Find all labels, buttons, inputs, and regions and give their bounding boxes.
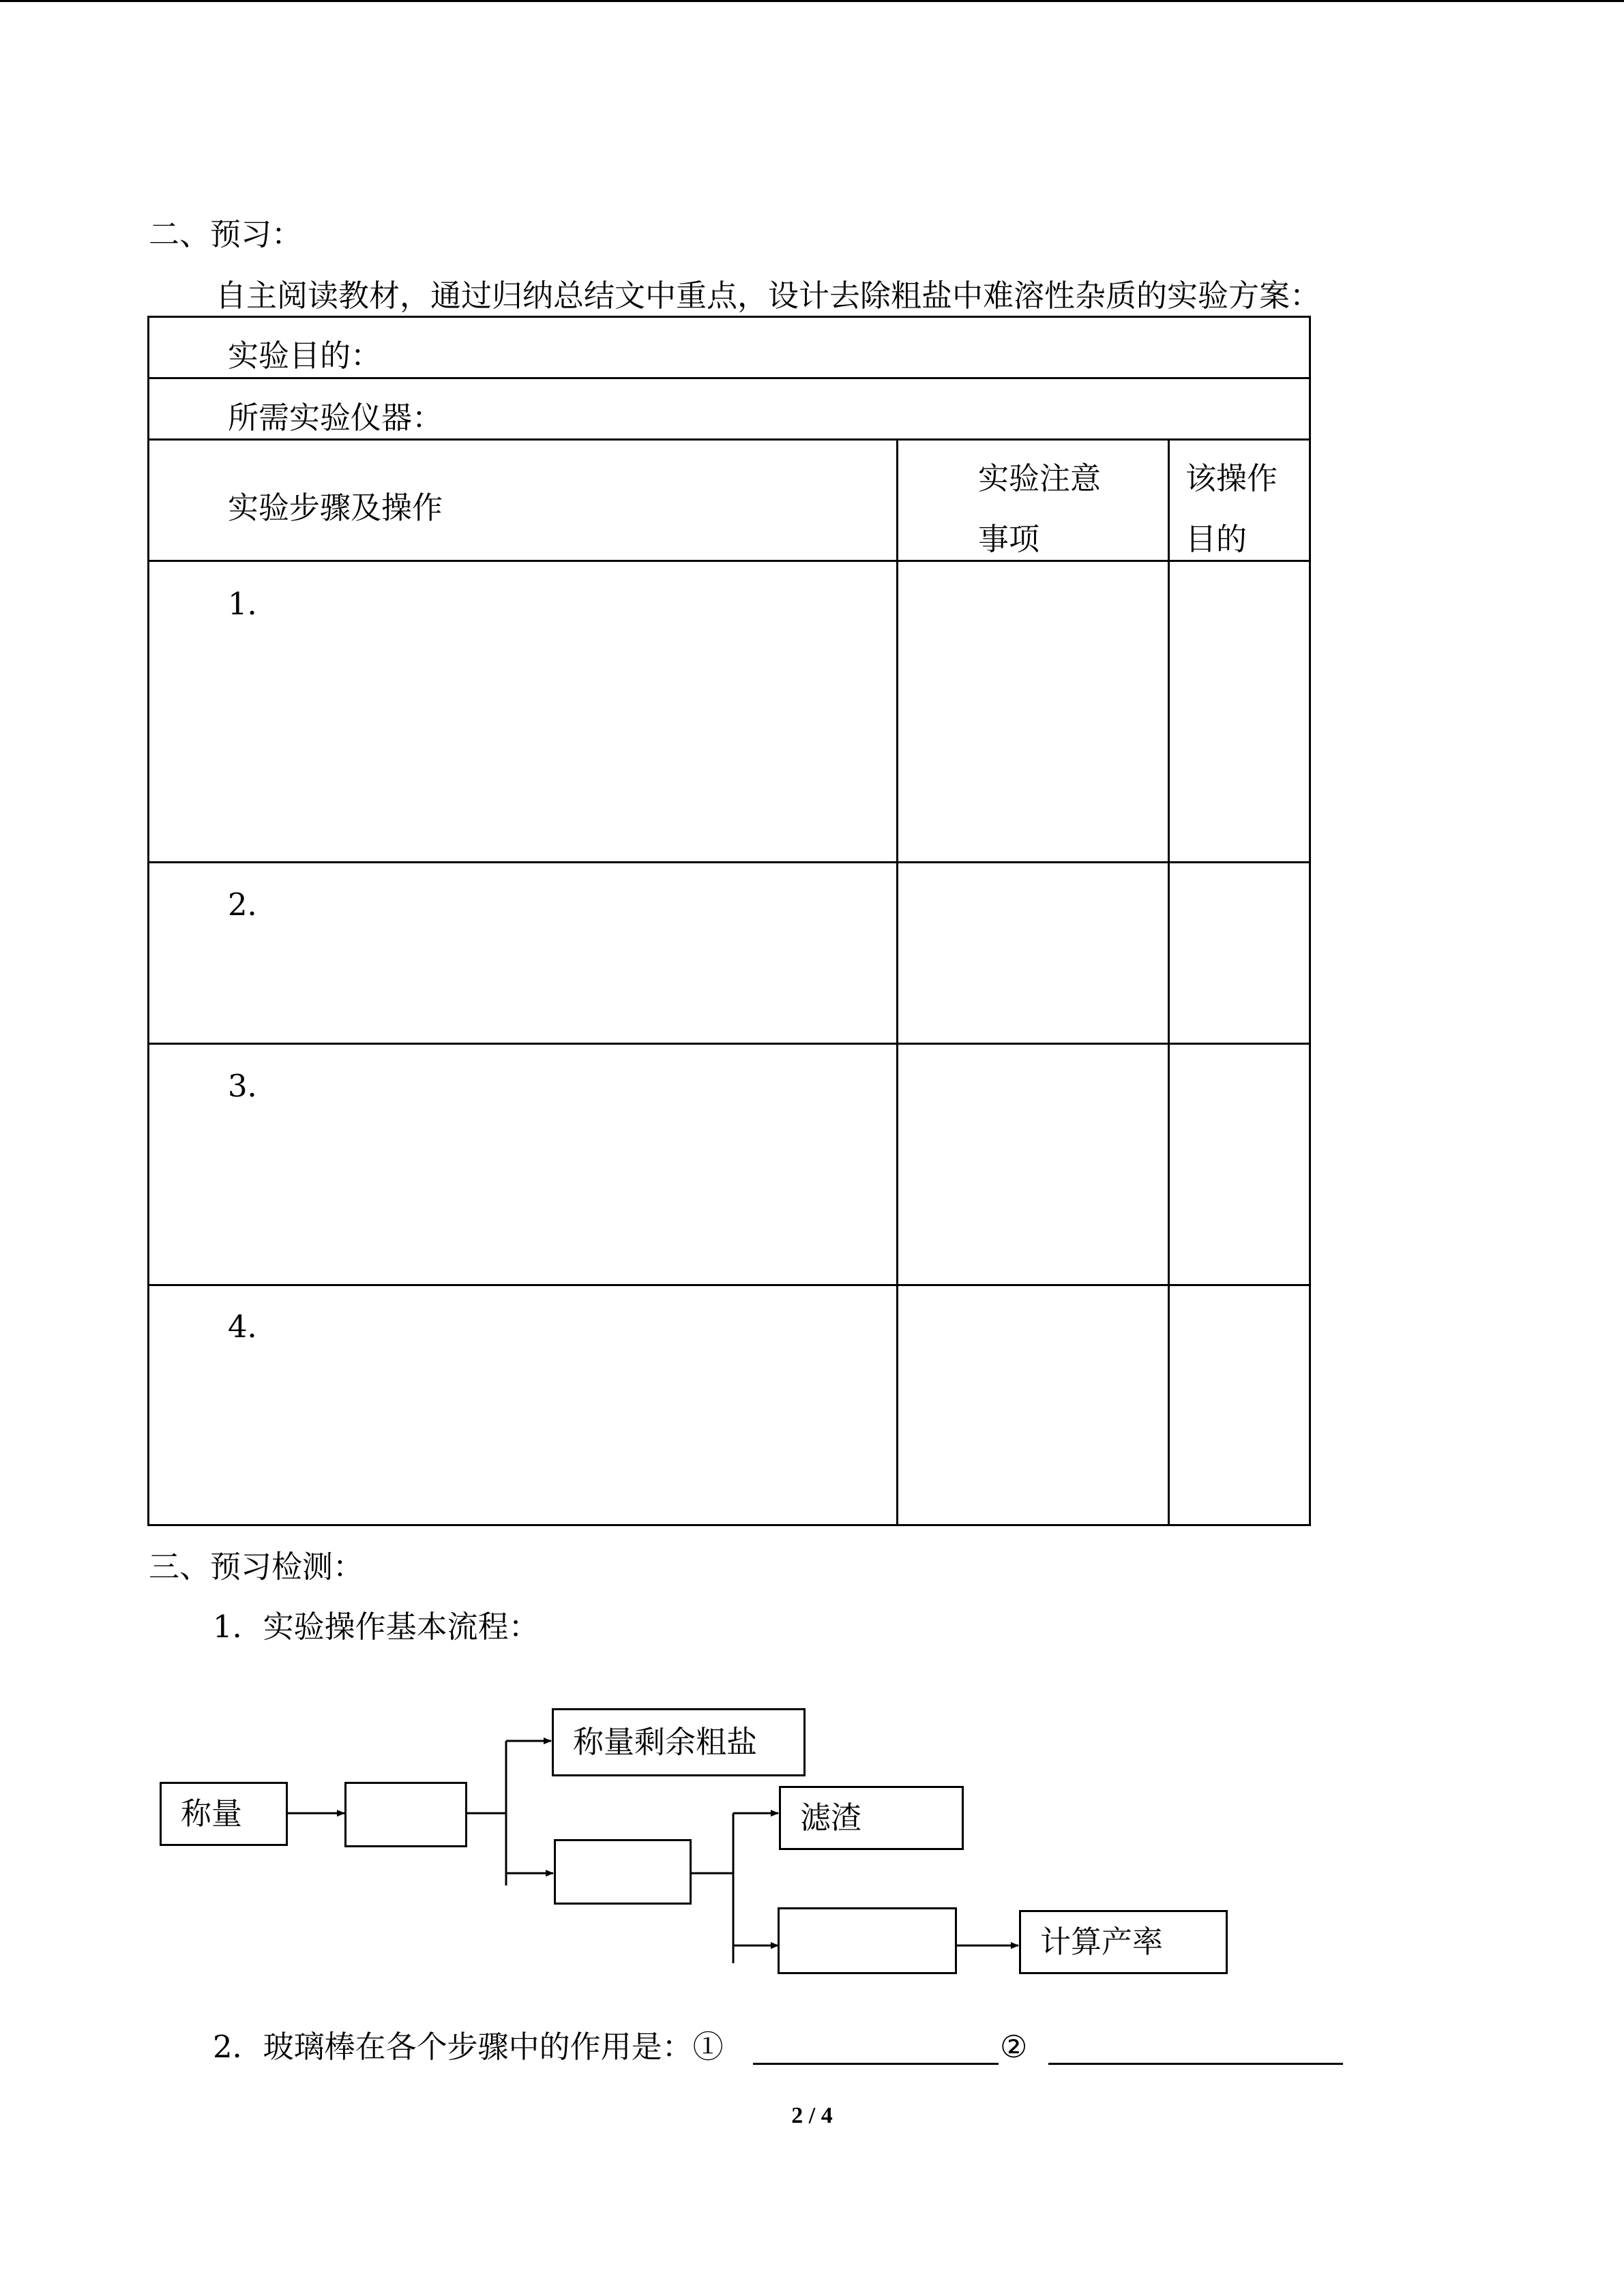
flow-box-label: 滤渣 xyxy=(800,1800,862,1836)
page-number: 2 / 4 xyxy=(791,2103,833,2128)
question-1-label: 1．实验操作基本流程： xyxy=(213,1609,540,1645)
flow-box-blank[interactable] xyxy=(778,1907,957,1974)
flow-box-blank[interactable] xyxy=(344,1782,467,1847)
section-2-intro: 自主阅读教材，通过归纳总结文中重点，设计去除粗盐中难溶性杂质的实验方案： xyxy=(216,278,1321,314)
flow-box-weigh-remaining xyxy=(552,1708,806,1776)
column-header-notes-line2: 事项 xyxy=(978,521,1040,557)
flow-box-yield xyxy=(1019,1910,1228,1974)
column-header-purpose-line1: 该操作 xyxy=(1185,460,1278,496)
question-2-label: 2．玻璃棒在各个步骤中的作用是：① xyxy=(213,2029,724,2065)
section-2-heading: 二、预习： xyxy=(149,216,303,252)
section-3-heading: 三、预习检测： xyxy=(149,1549,364,1585)
purpose-label: 实验目的： xyxy=(228,338,382,374)
flow-box-weigh xyxy=(160,1782,288,1846)
column-header-steps: 实验步骤及操作 xyxy=(228,490,443,526)
flow-box-blank[interactable] xyxy=(554,1839,692,1905)
column-header-notes-line1: 实验注意 xyxy=(978,460,1102,496)
step-number: 3． xyxy=(228,1068,278,1104)
step-number: 4． xyxy=(228,1309,278,1345)
circled-number-2: ② xyxy=(1000,2029,1028,2065)
column-header-purpose-line2: 目的 xyxy=(1185,521,1247,557)
flow-box-label: 称量剩余粗盐 xyxy=(573,1724,758,1760)
answer-blank-2[interactable] xyxy=(1048,2063,1343,2065)
step-number: 2． xyxy=(228,886,278,923)
step-number: 1． xyxy=(228,586,278,622)
flow-box-label: 称量 xyxy=(181,1795,243,1832)
flow-box-residue xyxy=(779,1786,964,1850)
instruments-label: 所需实验仪器： xyxy=(228,400,443,436)
answer-blank-1[interactable] xyxy=(753,2063,999,2065)
flow-box-label: 计算产率 xyxy=(1040,1924,1164,1960)
